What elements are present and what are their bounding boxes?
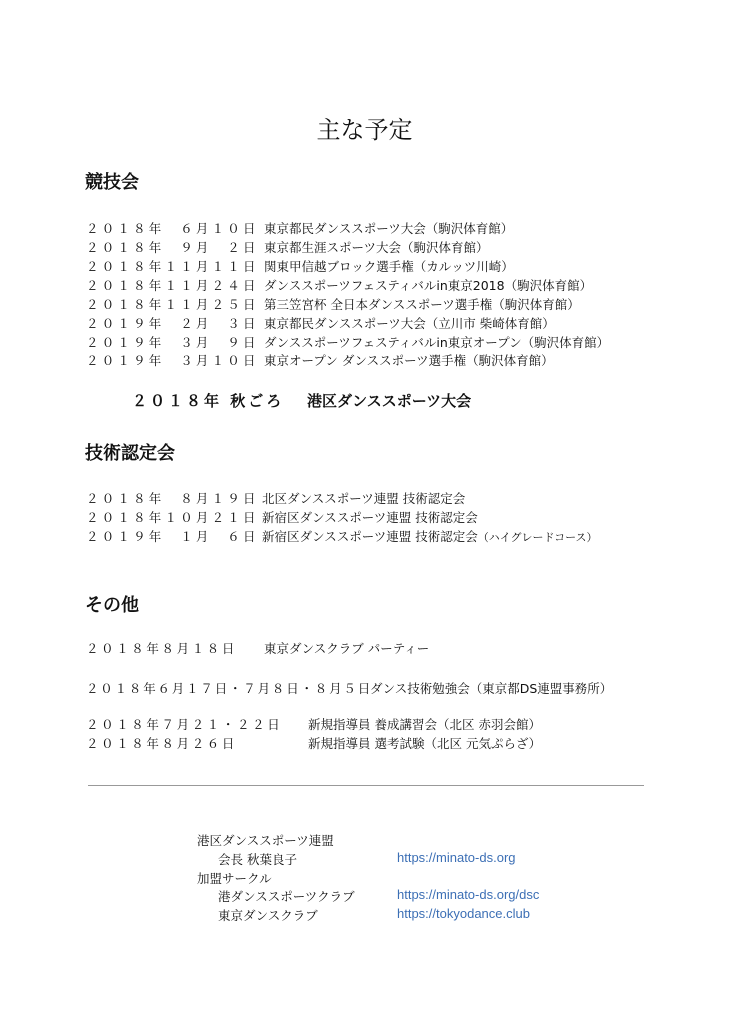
event-name: ダンススポーツフェスティバルin東京2018（駒沢体育館） (264, 278, 593, 293)
list-item (86, 351, 554, 370)
event-date: ２０１８年７月２１・２２日 (86, 717, 283, 732)
highlight-date: ２０１８年 秋ごろ (132, 392, 285, 410)
list-item (86, 238, 489, 257)
event-date: ２０１８年 ９月 ２日 (86, 240, 259, 255)
event-name: 新規指導員 選考試験（北区 元気ぷらざ） (308, 736, 542, 751)
list-item (86, 314, 555, 333)
club2-link[interactable]: https://tokyodance.club (397, 906, 530, 921)
event-name: ダンス技術勉強会（東京都DS連盟事務所） (370, 681, 613, 696)
event-name: 東京都民ダンススポーツ大会（立川市 柴崎体育館） (264, 316, 555, 331)
list-item (86, 639, 430, 658)
event-name: 東京都民ダンススポーツ大会（駒沢体育館） (264, 221, 514, 236)
affiliates-label: 加盟サークル (197, 871, 272, 886)
section-heading-other: その他 (85, 595, 139, 616)
list-item (86, 679, 613, 698)
event-name: 新宿区ダンススポーツ連盟 技術認定会 (262, 510, 478, 525)
event-date: ２０１８年８月２６日 (86, 736, 238, 751)
section-heading-certification: 技術認定会 (85, 443, 175, 464)
section-heading-competitions: 競技会 (85, 172, 139, 193)
event-name: 東京ダンスクラブ パーティー (264, 641, 430, 656)
highlight-event (132, 390, 472, 411)
event-date: ２０１８年６月１７日・７月８日・８月５日 (86, 681, 373, 696)
list-item (86, 527, 598, 546)
event-date: ２０１９年 ３月１０日 (86, 353, 259, 368)
list-item (86, 257, 514, 276)
divider (88, 785, 644, 786)
list-item (86, 715, 541, 734)
club2-name: 東京ダンスクラブ (218, 908, 318, 923)
event-note: （ハイグレードコース） (477, 531, 598, 544)
list-item (86, 734, 542, 753)
event-date: ２０１８年 ８月１９日 (86, 491, 259, 506)
event-name: ダンススポーツフェスティバルin東京オープン（駒沢体育館） (264, 335, 610, 350)
list-item (86, 276, 593, 295)
event-date: ２０１８年１０月２１日 (86, 510, 259, 525)
event-name: 北区ダンススポーツ連盟 技術認定会 (262, 491, 466, 506)
list-item (86, 508, 478, 527)
org-link[interactable]: https://minato-ds.org (397, 850, 516, 865)
chair-name: 会長 秋葉良子 (218, 852, 297, 867)
list-item (86, 219, 514, 238)
event-date: ２０１９年 ３月 ９日 (86, 335, 259, 350)
event-date: ２０１８年１１月１１日 (86, 259, 259, 274)
club1-link[interactable]: https://minato-ds.org/dsc (397, 887, 540, 902)
club1-name: 港ダンススポーツクラブ (218, 889, 355, 904)
org-name: 港区ダンススポーツ連盟 (197, 833, 334, 848)
event-name: 第三笠宮杯 全日本ダンススポーツ選手権（駒沢体育館） (264, 297, 580, 312)
event-date: ２０１８年 ６月１０日 (86, 221, 259, 236)
event-date: ２０１８年１１月２４日 (86, 278, 259, 293)
event-name: 新規指導員 養成講習会（北区 赤羽会館） (308, 717, 541, 732)
list-item (86, 489, 466, 508)
event-name: 関東甲信越ブロック選手権（カルッツ川崎） (264, 259, 514, 274)
event-date: ２０１９年 １月 ６日 (86, 529, 259, 544)
event-name: 東京オープン ダンススポーツ選手権（駒沢体育館） (264, 353, 554, 368)
event-date: ２０１９年 ２月 ３日 (86, 316, 259, 331)
event-name: 東京都生涯スポーツ大会（駒沢体育館） (264, 240, 489, 255)
list-item (86, 295, 580, 314)
event-date: ２０１８年１１月２５日 (86, 297, 259, 312)
event-name: 新宿区ダンススポーツ連盟 技術認定会 (262, 529, 478, 544)
highlight-name: 港区ダンススポーツ大会 (307, 392, 472, 410)
list-item (86, 333, 610, 352)
event-date: ２０１８年８月１８日 (86, 641, 238, 656)
page-title: 主な予定 (316, 116, 413, 144)
